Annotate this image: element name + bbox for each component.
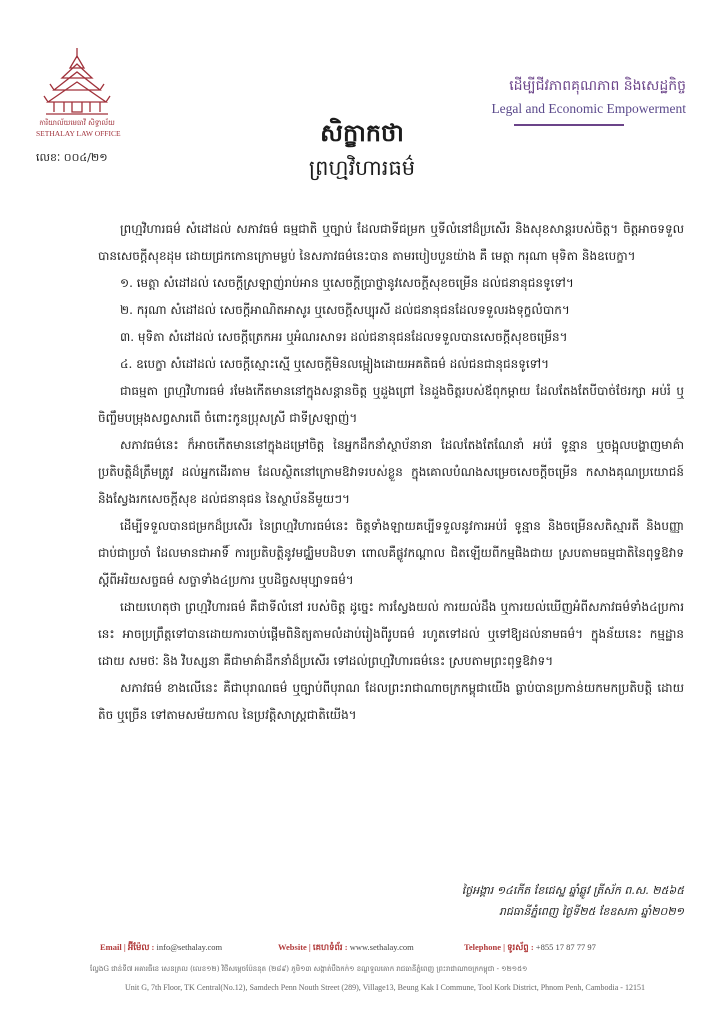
paragraph-understanding: ដោយហេតុថា ព្រហ្មវិហារធម៌ គឺជាទីលំនៅ របស់ចិត្ត ដូច្នេះ ការស្វែងយល់ ការយល់ដឹង ឬការយល់ឃើញអំពីសភាវធម៌ទាំង៤ប្រការនេះ អាចប្រព្រឹត្តទៅបានដោយការចាប់ផ្តើមពិនិត្យតាមលំដាប់រៀងពីរូបធម៌ រហូតទៅដល់ ឬទៅឱ្យដល់នាមធម៌។ ក្នុងន័យនេះ កម្មដ្ឋាន ដោយ សមថៈ និង វិបស្សនា គឺជាមាគ៌ាដឹកនាំដ៏ប្រសើរ ទៅដល់ព្រហ្មវិហារធម៌នេះ ស្របតាមព្រះពុទ្ធឱវាទ។ <box>98 600 684 668</box>
slogan <box>491 76 686 117</box>
paragraph-practice: ដើម្បីទទួលបានជម្រកដ៏ប្រសើរ នៃព្រហ្មវិហារធម៌នេះ ចិត្តទាំងឡាយគប្បីទទួលនូវការអប់រំ ទូន្មាន និងចម្រើនសតិស្មារតី និងបញ្ញា ជាប់ជាប្រចាំ ដែលមានជាអាទិ៍ ការប្រតិបត្តិនូវមជ្ឈិមបដិបទា ពោលគឺផ្លូវកណ្តាល ជិតឡើយពីកម្មផិងជាយ ស្របតាមធម្មជាតិនៃពុទ្ធឱវាទស្តីពីអរិយសច្ចធម៌ សច្ចាទាំង៤ប្រការ ឬបដិច្ចសមុប្បាទធម៌។ <box>98 519 684 587</box>
paragraph-heritage: សភាវធម៌ ខាងលើនេះ គឺជាបុរាណធម៌ ឬច្បាប់ពីបុរាណ ដែលព្រះរាជាណាចក្រកម្ពុជាយើង ធ្លាប់បានប្រកាន់យកមកប្រតិបត្តិ ដោយតិច ឬច្រើន ទៅតាមសម័យកាល នៃប្រវត្តិសាស្ត្រជាតិយើង។ <box>98 681 684 722</box>
lunar-date: ថ្ងៃអង្គារ ១៤កើត ខែជេស្ឋ ឆ្នាំឆ្លូវ ត្រីស័ក ព.ស. ២៥៦៥ <box>461 884 684 897</box>
list-item-metta: ១. មេត្តា សំដៅដល់ សេចក្តីស្រឡាញ់រាប់អាន ឬសេចក្តីប្រាថ្នានូវសេចក្តីសុខចម្រើន ដល់ជនានុជនទូទៅ។ <box>120 276 574 290</box>
paragraph-leaders: សភាវធម៌នេះ ក៏អាចកើតមាននៅក្នុងដម្រៅចិត្ត នៃអ្នកដឹកនាំស្ថាប័នានា ដែលតែងតែណែនាំ អប់រំ ទូន្មាន ឬចង្អុលបង្ហាញមាគ៌ាប្រតិបត្តិដ៏ត្រឹមត្រូវ ដល់អ្នកដើរតាម ដែលស្ថិតនៅក្រោមឱវាទរបស់ខ្លួន ក្នុងគោលបំណងសម្រេចសេចក្តីចម្រើន កសាងគុណប្រយោជន៍ និងស្វែងរកសេចក្តីសុខ ដល់ជនានុជន នៃស្ថាប័ននីមួយៗ។ <box>98 438 684 506</box>
logo-english-name: SETHALAY LAW OFFICE <box>36 129 121 138</box>
website-link[interactable]: www.sethalay.com <box>349 942 414 952</box>
list-item-karuna: ២. ករុណា សំដៅដល់ សេចក្តីអាណិតអាសូរ ឬសេចក្តីសប្បុរសី ដល់ជនានុជនដែលទទួលរងទុក្ខលំបាក។ <box>120 303 570 317</box>
document-subtitle: ព្រហ្មវិហារធម៌ <box>308 156 416 180</box>
email-label: Email | អ៊ីម៉ែល : <box>100 942 155 952</box>
logo-khmer-name: ការិយាល័យមេធាវី សិទ្ធាល័យ <box>39 119 115 127</box>
paragraph-parents: ជាធម្មតា ព្រហ្មវិហារធម៌ រមែងកើតមាននៅក្នុងសន្តានចិត្ត ឬដួងព្រៅ នៃដួងចិត្តរបស់ឪពុកម្តាយ ដែលតែងតែបីបាច់ថែរក្សា អប់រំ ឬចិញ្ចឹមបម្រុងសព្វសារពើ ចំពោះកូនប្រុសស្រី ជាទីស្រឡាញ់។ <box>98 384 684 425</box>
list-item-mudita: ៣. មុទិតា សំដៅដល់ សេចក្តីត្រេកអរ ឬអំណរសាទរ ដល់ជនានុជនដែលទទួលបានសេចក្តីសុខចម្រើន។ <box>120 330 568 344</box>
telephone-label: Telephone | ទូរស័ព្ទ : <box>464 942 534 952</box>
address-khmer: ល្វែងG ជាន់ទី៧ អគារធីខេ សេនត្រល (លេខ១២) វិថីសម្តេចប៉ែននុត (២៨៩) ភូមិ១៣ សង្កាត់បឹងកក់១ ខណ្ឌទួលគោក រាជធានីភ្នំពេញ ព្រះរាជាណាចក្រកម្ពុជា - ១២១៥១ <box>90 965 528 973</box>
document-title: សិក្ខាកថា <box>320 118 404 147</box>
list-item-upekkha: ៤. ឧបេក្ខា សំដៅដល់ សេចក្តីស្មោះស្មើ ឬសេចក្តីមិនលម្អៀងដោយអគតិធម៌ ដល់ជនជានុជនទូទៅ។ <box>120 357 549 371</box>
paragraph-intro: ព្រហ្មវិហារធម៌ សំដៅដល់ សភាវធម៌ ធម្មជាតិ ឬច្បាប់ ដែលជាទីជម្រក ឬទីលំនៅដ៏ប្រសើរ និងសុខសាន្តរបស់ចិត្ត។ ចិត្តអាចទទួលបានសេចក្តីសុខដុម ដោយជ្រកកោនក្រោមម្លប់ នៃសភាវធម៌នេះបាន តាមរបៀបបួនយ៉ាង គឺ មេត្តា ករុណា មុទិតា និងឧបេក្ខា។ <box>98 222 684 263</box>
email-link[interactable]: info@sethalay.com <box>156 942 223 952</box>
reference-number: លេខៈ ០០៤/២១ <box>36 151 108 164</box>
document-body <box>98 216 684 729</box>
telephone-number: +855 17 87 77 97 <box>535 942 596 952</box>
address-english: Unit G, 7th Floor, TK Central(No.12), Samdech Penn Nouth Street (289), Village13, Beung Kak I Commune, Tool Kork District, Phnom Penh, Cambodia - 12151 <box>125 983 645 992</box>
date-block <box>462 880 684 922</box>
website-label: Website | គេហទំព័រ : <box>278 942 348 952</box>
slogan-khmer: ដើម្បីជីវភាពគុណភាព និងសេដ្ឋកិច្ច <box>509 78 686 94</box>
temple-roof-icon <box>42 46 112 118</box>
slogan-english: Legal and Economic Empowerment <box>491 101 686 116</box>
solar-date: រាជធានីភ្នំពេញ ថ្ងៃទី២៥ ខែឧសភា ឆ្នាំ២០២១ <box>498 905 684 918</box>
